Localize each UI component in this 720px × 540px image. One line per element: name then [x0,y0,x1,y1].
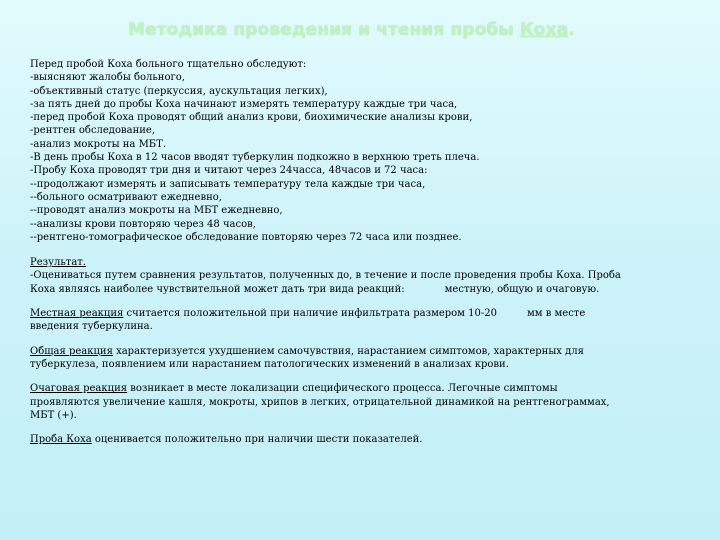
focal-reaction-line: МБТ (+). [30,409,77,421]
result-paragraph [30,256,692,296]
intro-line: -анализ мокроты на МБТ. [30,138,167,150]
general-reaction-term: Общая реакция [30,345,113,357]
koch-test-paragraph [30,433,692,446]
local-reaction-text-end: мм в месте [526,308,586,320]
focal-reaction-paragraph [30,382,692,422]
intro-line: -рентген обследование, [30,125,156,137]
intro-line: --рентгено-томографическое обследование повторяю через 72 часа или позднее. [30,231,462,243]
local-reaction-term: Местная реакция [30,308,124,320]
result-line-end: местную, общую и очаговую. [444,283,600,295]
result-line-start: Коха являясь наиболее чувствительной может дать три вида реакций: [30,283,405,295]
slide-title [128,20,575,40]
title-period: . [568,20,575,40]
koch-test-text: оценивается положительно при наличии шести показателей. [91,434,423,446]
intro-line: -перед пробой Коха проводят общий анализ крови, биохимические анализы крови, [30,112,473,124]
slide-body [30,58,692,446]
intro-line: Перед пробой Коха больного тщательно обследуют: [30,59,307,70]
title-text: Методика проведения и чтения пробы [128,20,520,40]
intro-line: -объективный статус (перкуссия, аускультация легких), [30,85,328,97]
intro-line: --проводят анализ мокроты на МБТ ежедневно, [30,205,283,217]
intro-line: -за пять дней до пробы Коха начинают измерять температуру каждые три часа, [30,98,458,110]
general-reaction-text: характеризуется ухудшением самочувствия, нарастанием симптомов, характерных для [112,345,584,357]
intro-line: --больного осматривают ежедневно, [30,191,222,203]
result-line: -Оцениваться путем сравнения результатов, полученных до, в течение и после проведения пробы Коха. Проба [30,270,621,282]
focal-reaction-line: проявляются увеличение кашля, мокроты, хрипов в легких, отрицательной динамикой на рентгенограммах, [30,396,610,408]
intro-line: -выясняют жалобы больного, [30,72,185,84]
focal-reaction-line [30,382,692,395]
intro-line: --анализы крови повторяю через 48 часов, [30,218,256,230]
focal-reaction-text: возникает в месте локализации специфического процесса. Легочные симптомы [127,383,558,395]
koch-test-line [30,433,692,446]
general-reaction-paragraph [30,345,692,372]
koch-test-term: Проба Коха [30,434,92,446]
local-reaction-line: введения туберкулина. [30,321,153,333]
local-reaction-text: считается положительной при наличие инфильтрата размером 10-20 [123,308,497,320]
local-reaction-line [30,307,692,320]
result-heading: Результат. [30,257,86,269]
intro-list [30,58,692,244]
general-reaction-line [30,345,692,358]
title-underlined-word: Коха [519,20,569,40]
intro-line: -В день пробы Коха в 12 часов вводят туберкулин подкожно в верхнюю треть плеча. [30,152,480,164]
result-line [30,283,692,296]
local-reaction-paragraph [30,307,692,334]
intro-line: --продолжают измерять и записывать температуру тела каждые три часа, [30,178,426,190]
general-reaction-line: туберкулеза, появлением или нарастанием патологических изменений в анализах крови. [30,358,509,370]
intro-line: -Пробу Коха проводят три дня и читают через 24часса, 48часов и 72 часа: [30,165,428,177]
focal-reaction-term: Очаговая реакция [30,383,128,395]
